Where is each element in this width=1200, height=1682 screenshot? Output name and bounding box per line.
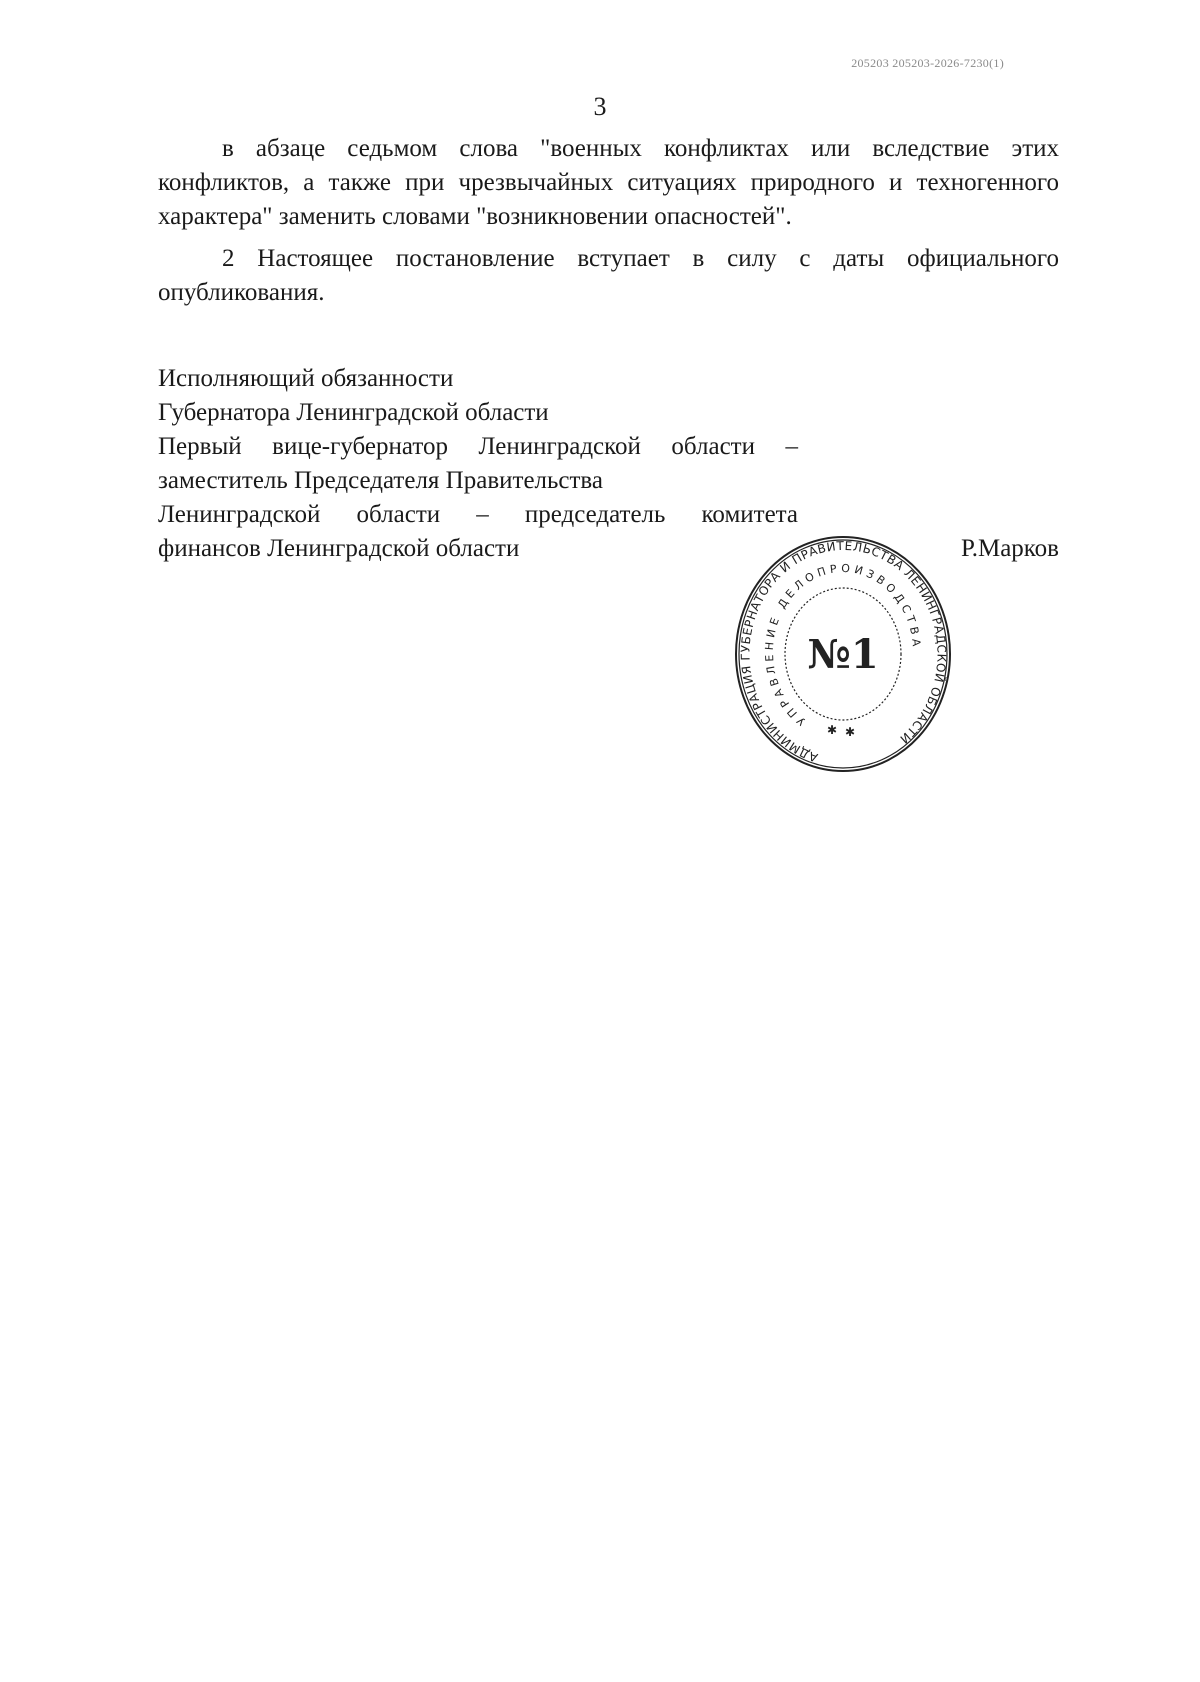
signatory-line-1: Исполняющий обязанности [158, 365, 454, 392]
document-id: 205203 205203-2026-7230(1) [851, 56, 1004, 70]
stamp-outer-text: АДМИНИСТРАЦИЯ ГУБЕРНАТОРА И ПРАВИТЕЛЬСТВА ЛЕНИНГРАДСКОЙ ОБЛАСТИ [738, 538, 949, 765]
star-icon: ✱ [827, 723, 838, 737]
signatory-line-6: финансов Ленинградской области [158, 535, 520, 562]
official-stamp [733, 536, 953, 776]
signer-name: Р.Марков [960, 535, 1059, 562]
body-paragraph-1: в абзаце седьмом слова "военных конфликтах или вследствие этих конфликтов, а также при чрезвычайных ситуациях природного и техногенного характера" заменить словами "возникновении опасностей". [158, 135, 1059, 230]
signatory-line-3: Первый вице-губернатор Ленинградской области – [158, 433, 798, 460]
document-body [158, 132, 1059, 318]
signatory-block [158, 362, 798, 566]
body-paragraph-2: 2 Настоящее постановление вступает в силу с даты официального опубликования. [158, 245, 1059, 306]
stamp-center-text: №1 [807, 631, 879, 678]
page-number: 3 [593, 92, 607, 121]
stamp-seal [733, 536, 953, 776]
star-icon: ✱ [845, 725, 856, 739]
signatory-line-2: Губернатора Ленинградской области [158, 399, 549, 426]
signatory-line-4: заместитель Председателя Правительства [158, 467, 604, 494]
signatory-line-5: Ленинградской области – председатель комитета [158, 501, 798, 528]
stamp-inner-text: УПРАВЛЕНИЕ ДЕЛОПРОИЗВОДСТВА [762, 561, 924, 728]
